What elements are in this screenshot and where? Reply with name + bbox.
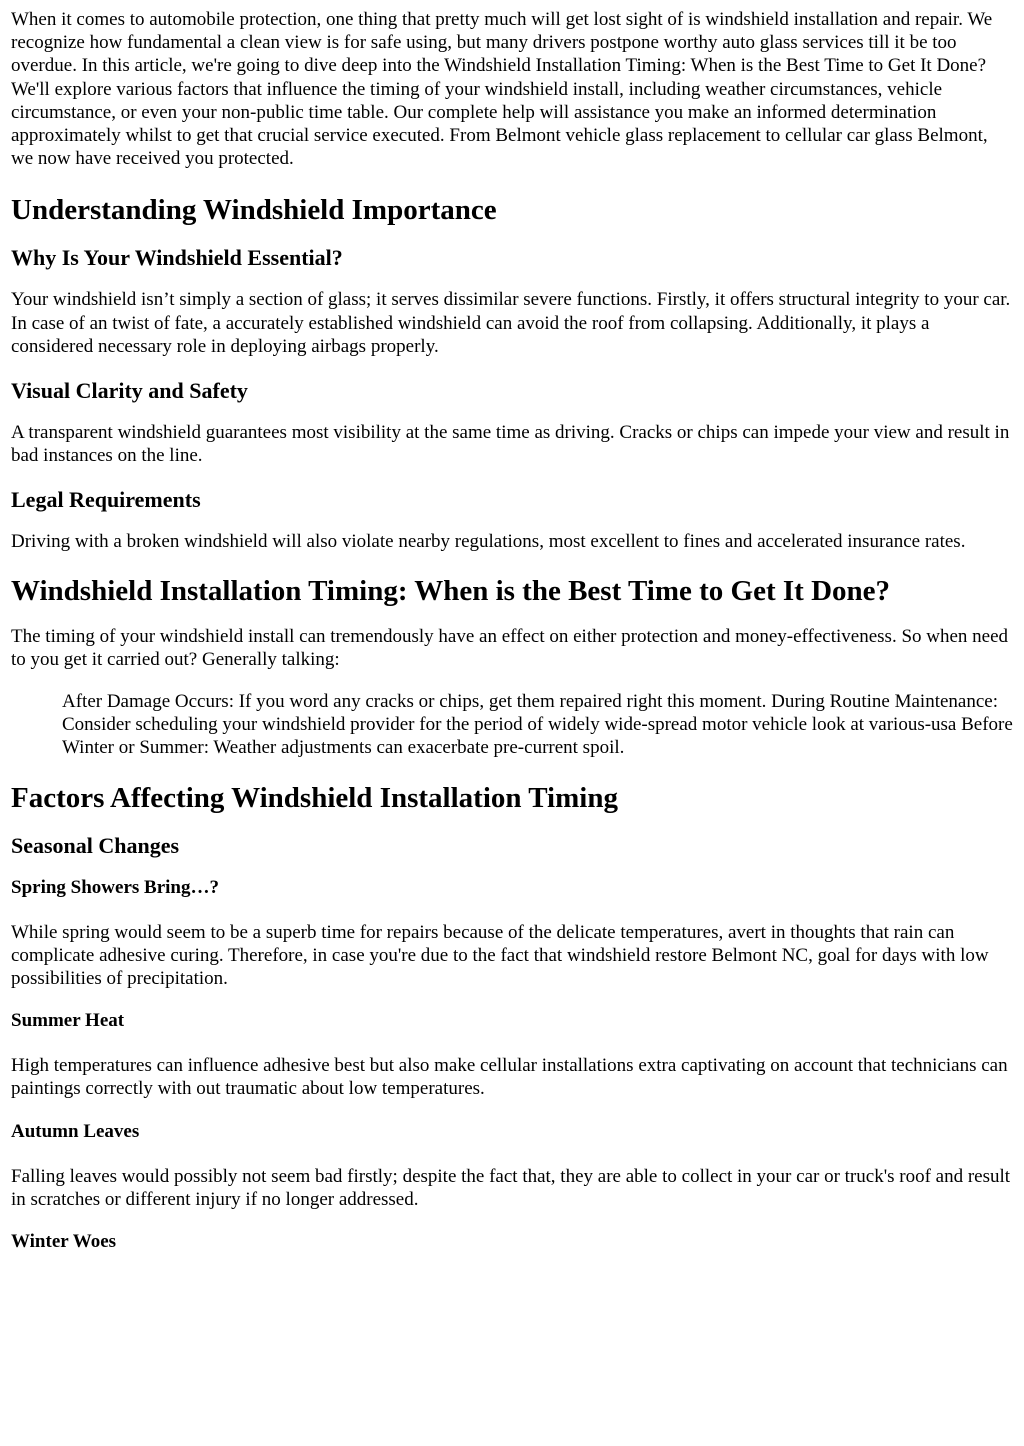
- heading-why-essential: Why Is Your Windshield Essential?: [11, 245, 343, 271]
- intro-paragraph: When it comes to automobile protection, one thing that pretty much will get lost sight of is windshield installation and repair. We recognize how fundamental a clean view is for safe using, but many drivers postpone worthy auto glass services till it be too overdue. In this article, we're going to dive deep into the Windshield Installation Timing: When is the Best Time to Get It Done? We'll explore various factors that influence the timing of your windshield install, including weather circumstances, vehicle circumstance, or even your non-public time table. Our complete help will assistance you make an informed determination approximately whilst to get that crucial service executed. From Belmont vehicle glass replacement to cellular car glass Belmont, we now have received you protected.: [11, 9, 993, 170]
- heading-winter: Winter Woes: [11, 1231, 117, 1253]
- paragraph-autumn: Falling leaves would possibly not seem bad firstly; despite the fact that, they are able to collect in your car or truck's roof and result in scratches or different injury if no longer addressed.: [11, 1165, 1011, 1210]
- heading-installation-timing: Windshield Installation Timing: When is the Best Time to Get It Done?: [11, 574, 891, 607]
- heading-windshield-importance: Understanding Windshield Importance: [11, 194, 497, 227]
- paragraph-spring: While spring would seem to be a superb time for repairs because of the delicate temperatures, avert in thoughts that rain can complicate adhesive curing. Therefore, in case you're due to the fact that windshield restore Belmont NC, goal for days with low possibilities of precipitation.: [11, 921, 989, 990]
- heading-seasonal-changes: Seasonal Changes: [11, 832, 180, 858]
- paragraph-why-essential: Your windshield isn’t simply a section of glass; it serves dissimilar severe functions. Firstly, it offers structural integrity to your car. In case of an twist of fate, a accurately established windshield can avoid the roof from collapsing. Additionally, it plays a considered necessary role in deploying airbags properly.: [11, 289, 1011, 357]
- heading-spring: Spring Showers Bring…?: [11, 876, 219, 898]
- timing-quote: After Damage Occurs: If you word any cracks or chips, get them repaired right this moment. During Routine Maintenance: Consider scheduling your windshield provider for the period of widely wide-spread motor vehicle look at various-usa Before Winter or Summer: Weather adjustments can exacerbate pre-current spoil.: [62, 691, 1013, 759]
- paragraph-visual-clarity: A transparent windshield guarantees most visibility at the same time as driving. Cracks or chips can impede your view and result in bad instances on the line.: [11, 422, 1010, 467]
- paragraph-legal-requirements: Driving with a broken windshield will also violate nearby regulations, most excellent to fines and accelerated insurance rates.: [11, 531, 966, 553]
- heading-visual-clarity: Visual Clarity and Safety: [11, 378, 248, 404]
- heading-autumn: Autumn Leaves: [11, 1120, 140, 1142]
- heading-factors: Factors Affecting Windshield Installation Timing: [11, 781, 618, 814]
- paragraph-installation-timing: The timing of your windshield install can tremendously have an effect on either protection and money-effectiveness. So when need to you get it carried out? Generally talking:: [11, 625, 1009, 670]
- heading-summer: Summer Heat: [11, 1010, 125, 1032]
- paragraph-summer: High temperatures can influence adhesive best but also make cellular installations extra captivating on account that technicians can paintings correctly with out traumatic about low temperatures.: [11, 1055, 1008, 1100]
- heading-legal-requirements: Legal Requirements: [11, 487, 201, 513]
